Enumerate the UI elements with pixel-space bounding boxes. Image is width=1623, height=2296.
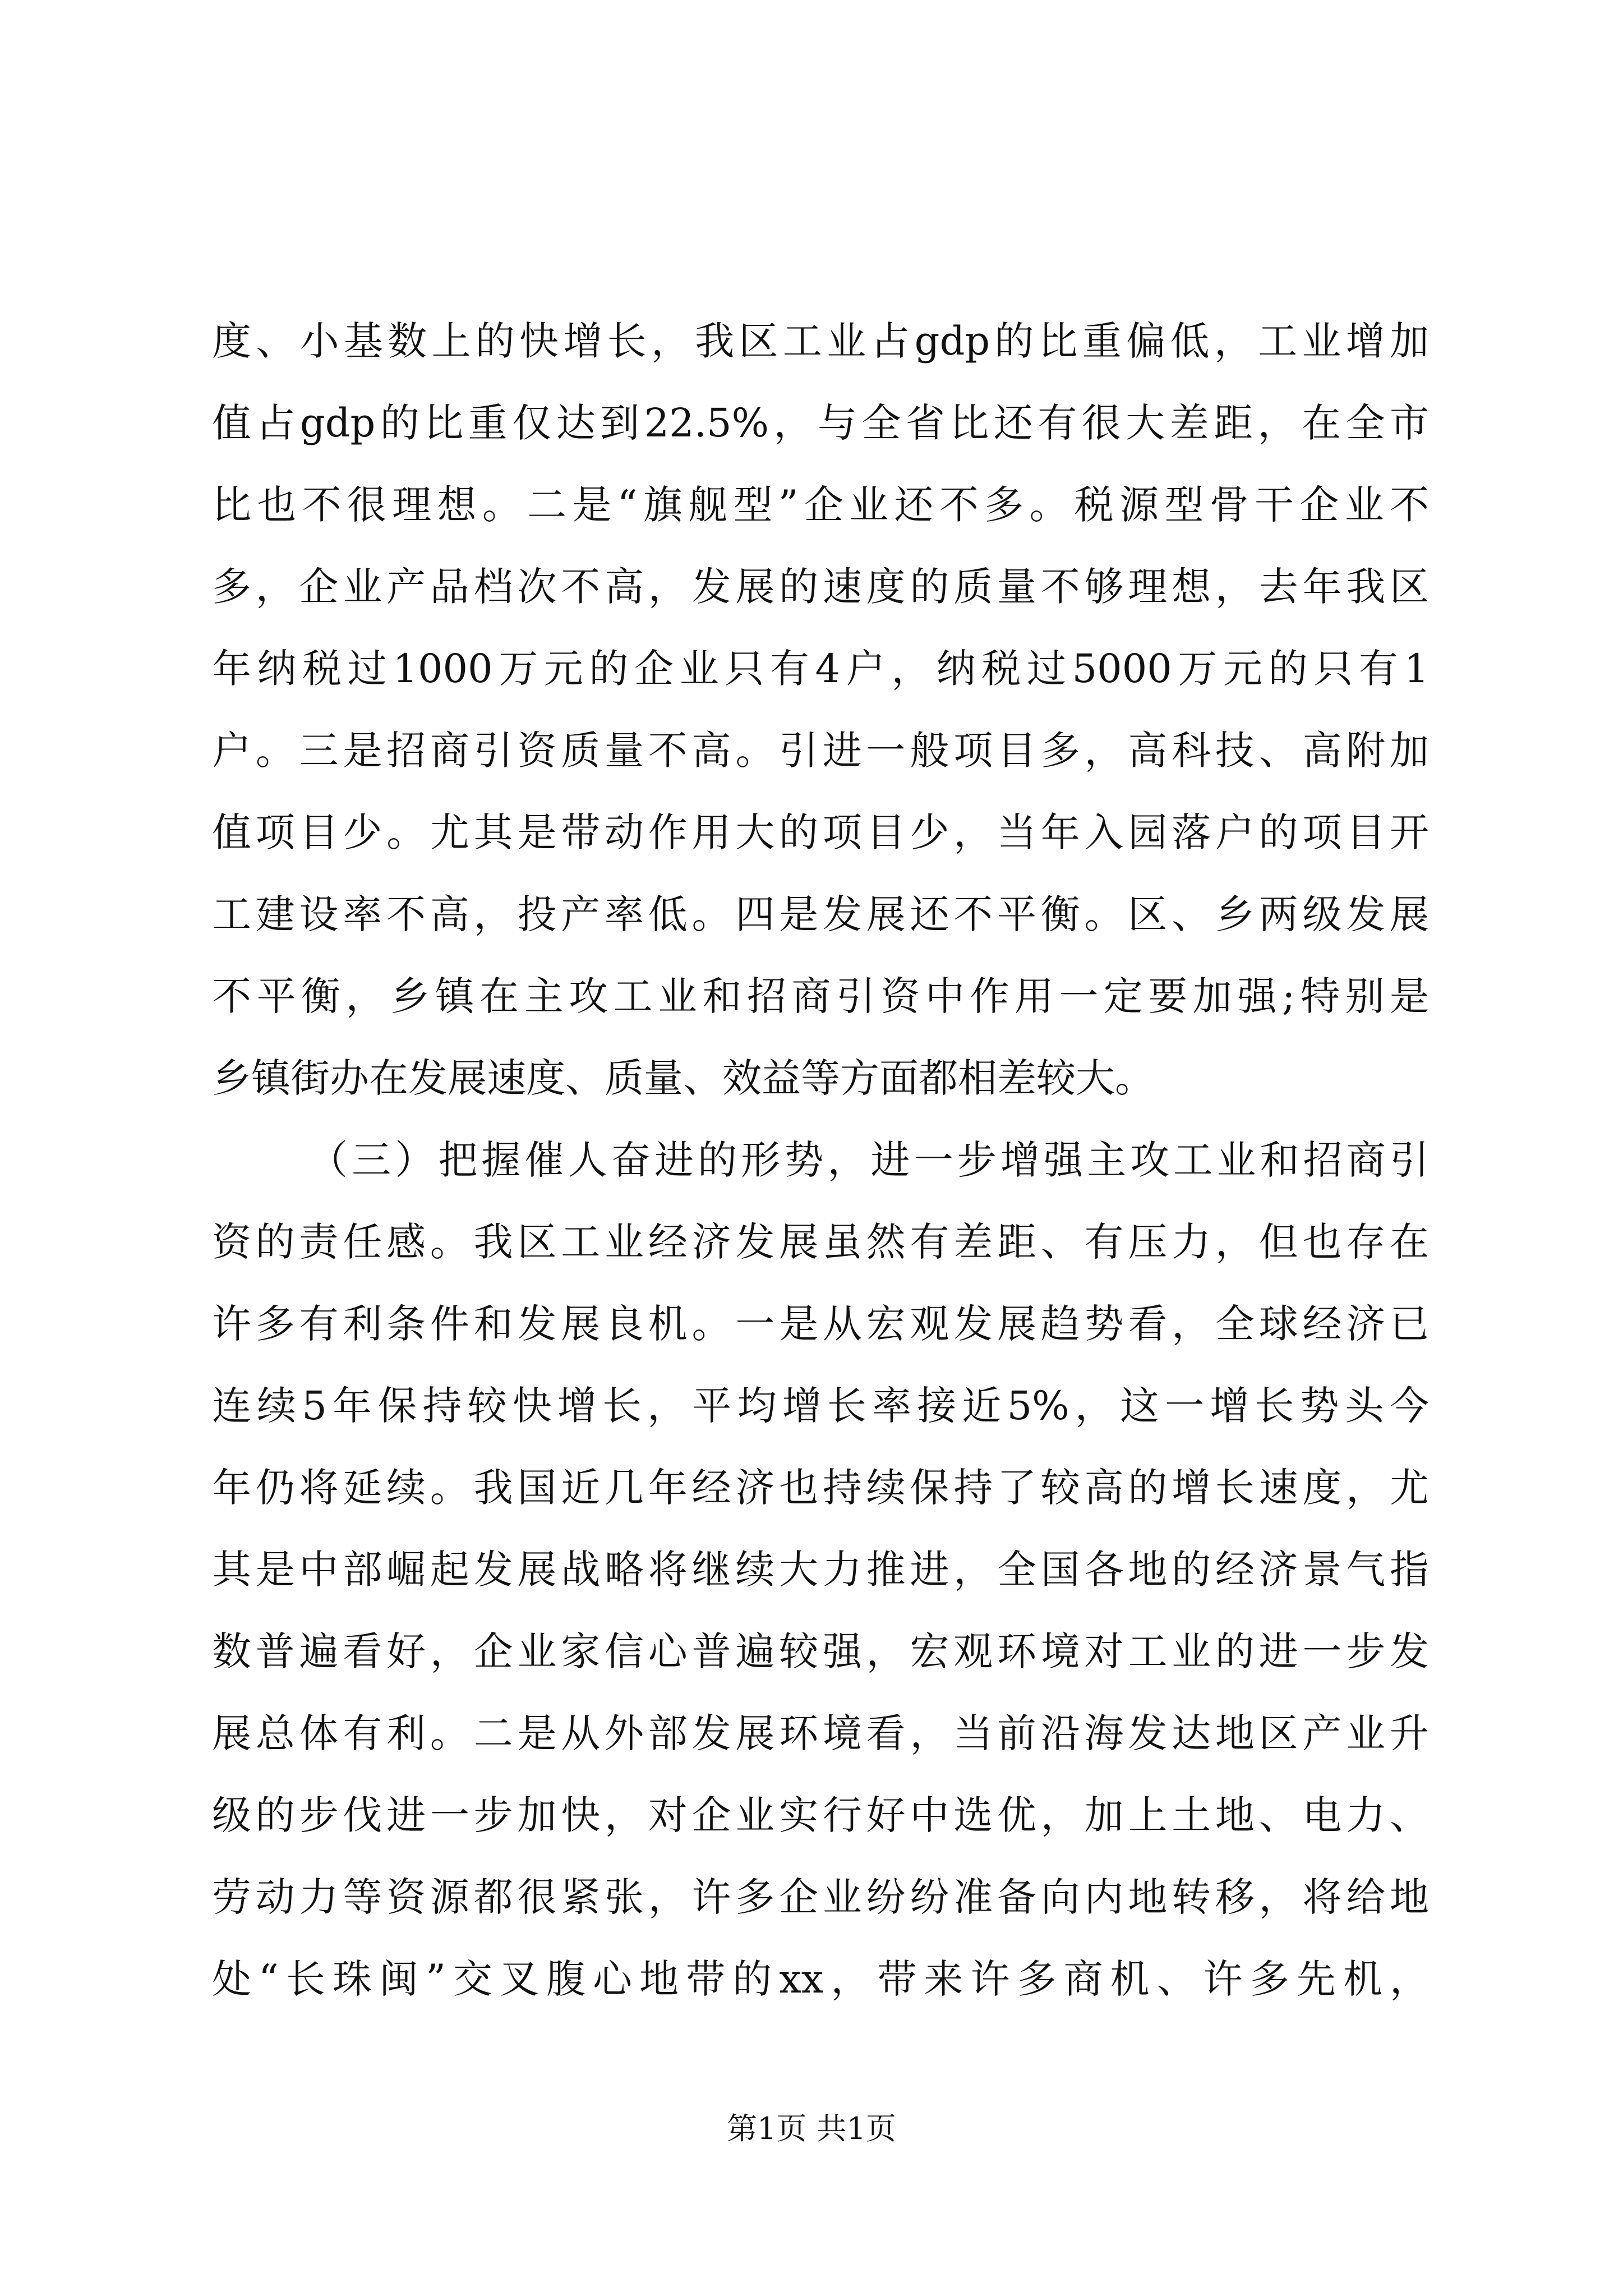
text-line: 展总体有利。二是从外部发展环境看，当前沿海发达地区产业升 bbox=[212, 1710, 1429, 1756]
text-line: 度、小基数上的快增长，我区工业占gdp的比重偏低，工业增加 bbox=[212, 318, 1429, 364]
text-line: 处“长珠闽”交叉腹心地带的xx，带来许多商机、许多先机， bbox=[212, 1956, 1429, 2002]
paragraph-end-line: 乡镇街办在发展速度、质量、效益等方面都相差较大。 bbox=[212, 1055, 1154, 1101]
text-line: 值占gdp的比重仅达到22.5%，与全省比还有很大差距，在全市 bbox=[212, 400, 1429, 446]
text-line: 比也不很理想。二是“旗舰型”企业还不多。税源型骨干企业不 bbox=[212, 482, 1429, 528]
text-line: 多，企业产品档次不高，发展的速度的质量不够理想，去年我区 bbox=[212, 564, 1429, 610]
text-line: 劳动力等资源都很紧张，许多企业纷纷准备向内地转移，将给地 bbox=[212, 1874, 1429, 1920]
section-heading-line: （三）把握催人奋进的形势，进一步增强主攻工业和招商引 bbox=[308, 1137, 1429, 1183]
document-body bbox=[212, 300, 1429, 2020]
text-line: 数普遍看好，企业家信心普遍较强，宏观环境对工业的进一步发 bbox=[212, 1628, 1429, 1674]
text-line: 许多有利条件和发展良机。一是从宏观发展趋势看，全球经济已 bbox=[212, 1301, 1429, 1347]
text-line: 级的步伐进一步加快，对企业实行好中选优，加上土地、电力、 bbox=[212, 1792, 1429, 1838]
text-line: 其是中部崛起发展战略将继续大力推进，全国各地的经济景气指 bbox=[212, 1547, 1429, 1593]
text-line: 值项目少。尤其是带动作用大的项目少，当年入园落户的项目开 bbox=[212, 809, 1429, 855]
text-line: 资的责任感。我区工业经济发展虽然有差距、有压力，但也存在 bbox=[212, 1219, 1429, 1265]
page-number-label: 第1页 共1页 bbox=[727, 2111, 896, 2146]
text-line: 年仍将延续。我国近几年经济也持续保持了较高的增长速度，尤 bbox=[212, 1465, 1429, 1511]
text-line: 不平衡，乡镇在主攻工业和招商引资中作用一定要加强;特别是 bbox=[212, 973, 1429, 1019]
page-footer bbox=[0, 2109, 1623, 2148]
text-line: 工建设率不高，投产率低。四是发展还不平衡。区、乡两级发展 bbox=[212, 891, 1429, 937]
text-line: 户。三是招商引资质量不高。引进一般项目多，高科技、高附加 bbox=[212, 728, 1429, 774]
text-line: 年纳税过1000万元的企业只有4户，纳税过5000万元的只有1 bbox=[212, 646, 1429, 692]
text-line: 连续5年保持较快增长，平均增长率接近5%，这一增长势头今 bbox=[212, 1383, 1429, 1429]
